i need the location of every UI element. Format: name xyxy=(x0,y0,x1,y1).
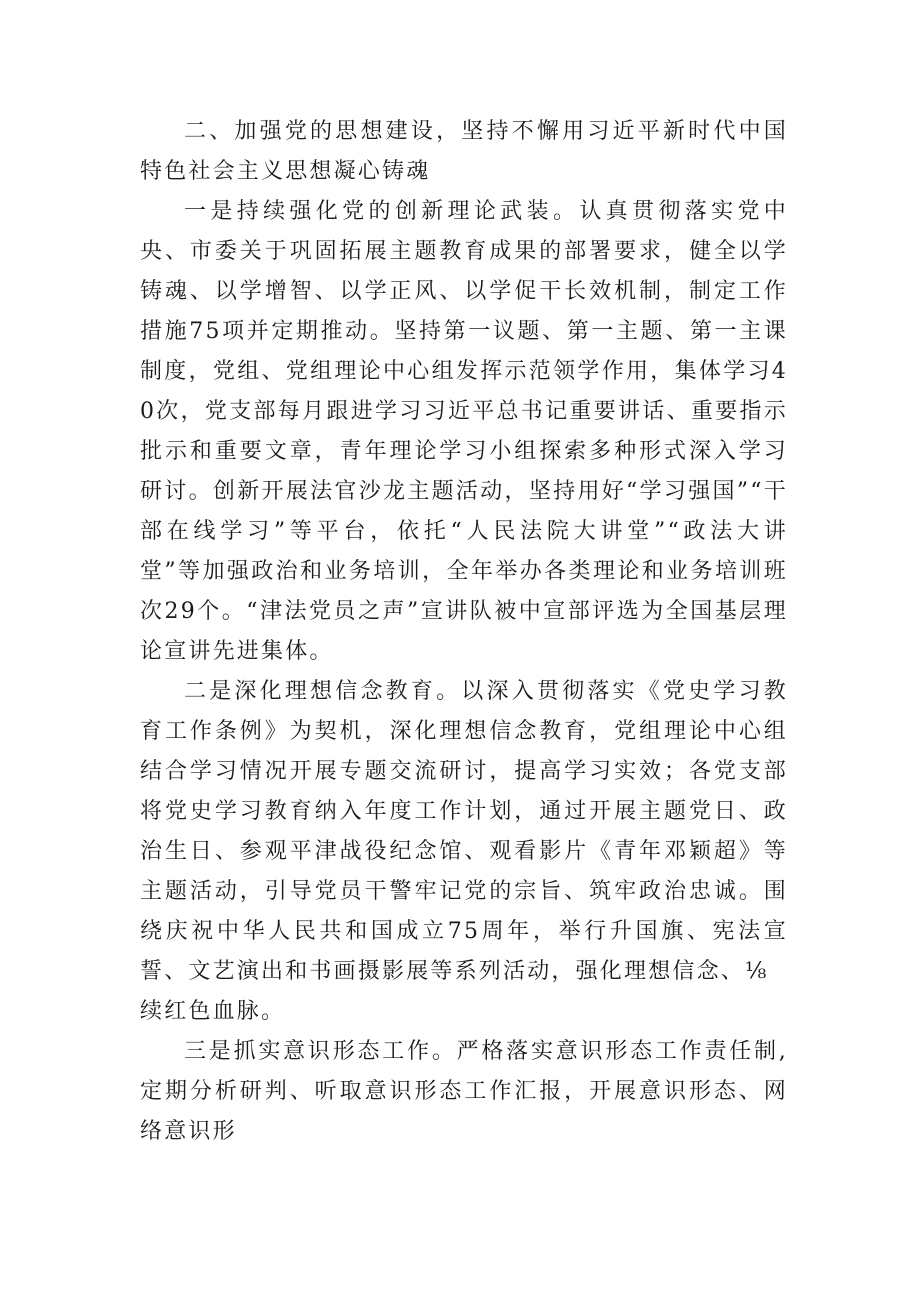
document-page xyxy=(140,112,788,1152)
paragraph-ideals-education: 二是深化理想信念教育。以深入贯彻落实《党史学习教育工作条例》为契机，深化理想信念教育，党组理论中心组结合学习情况开展专题交流研讨，提高学习实效；各党支部将党史学习教育纳入年度工作计划，通过开展主题党日、政治生日、参观平津战役纪念馆、观看影片《青年邓颖超》等主题活动，引导党员干警牢记党的宗旨、筑牢政治忠诚。围绕庆祝中华人民共和国成立75周年，举行升国旗、宪法宣誓、文艺演出和书画摄影展等系列活动，强化理想信念、⅛ xyxy=(140,679,788,984)
paragraph-continuation: 续红色血脉。 xyxy=(140,999,286,1024)
paragraph-ideology-work: 三是抓实意识形态工作。严格落实意识形态工作责任制,定期分析研判、听取意识形态工作汇报，开展意识形态、网络意识形 xyxy=(140,1039,788,1144)
paragraph-theory-armament: 一是持续强化党的创新理论武装。认真贯彻落实党中央、市委关于巩固拓展主题教育成果的部署要求，健全以学铸魂、以学增智、以学正风、以学促干长效机制，制定工作措施75项并定期推动。坚持第一议题、第一主题、第一主课制度，党组、党组理论中心组发挥示范领学作用，集体学习40次，党支部每月跟进学习习近平总书记重要讲话、重要指示批示和重要文章，青年理论学习小组探索多种形式深入学习研讨。创新开展法官沙龙主题活动，坚持用好“学习强国”“干部在线学习”等平台，依托“人民法院大讲堂”“政法大讲堂”等加强政治和业务培训，全年举办各类理论和业务培训班次29个。“津法党员之声”宣讲队被中宣部评选为全国基层理论宣讲先进集体。 xyxy=(140,199,788,664)
section-heading: 二、加强党的思想建设，坚持不懈用习近平新时代中国特色社会主义思想凝心铸魂 xyxy=(140,119,788,184)
